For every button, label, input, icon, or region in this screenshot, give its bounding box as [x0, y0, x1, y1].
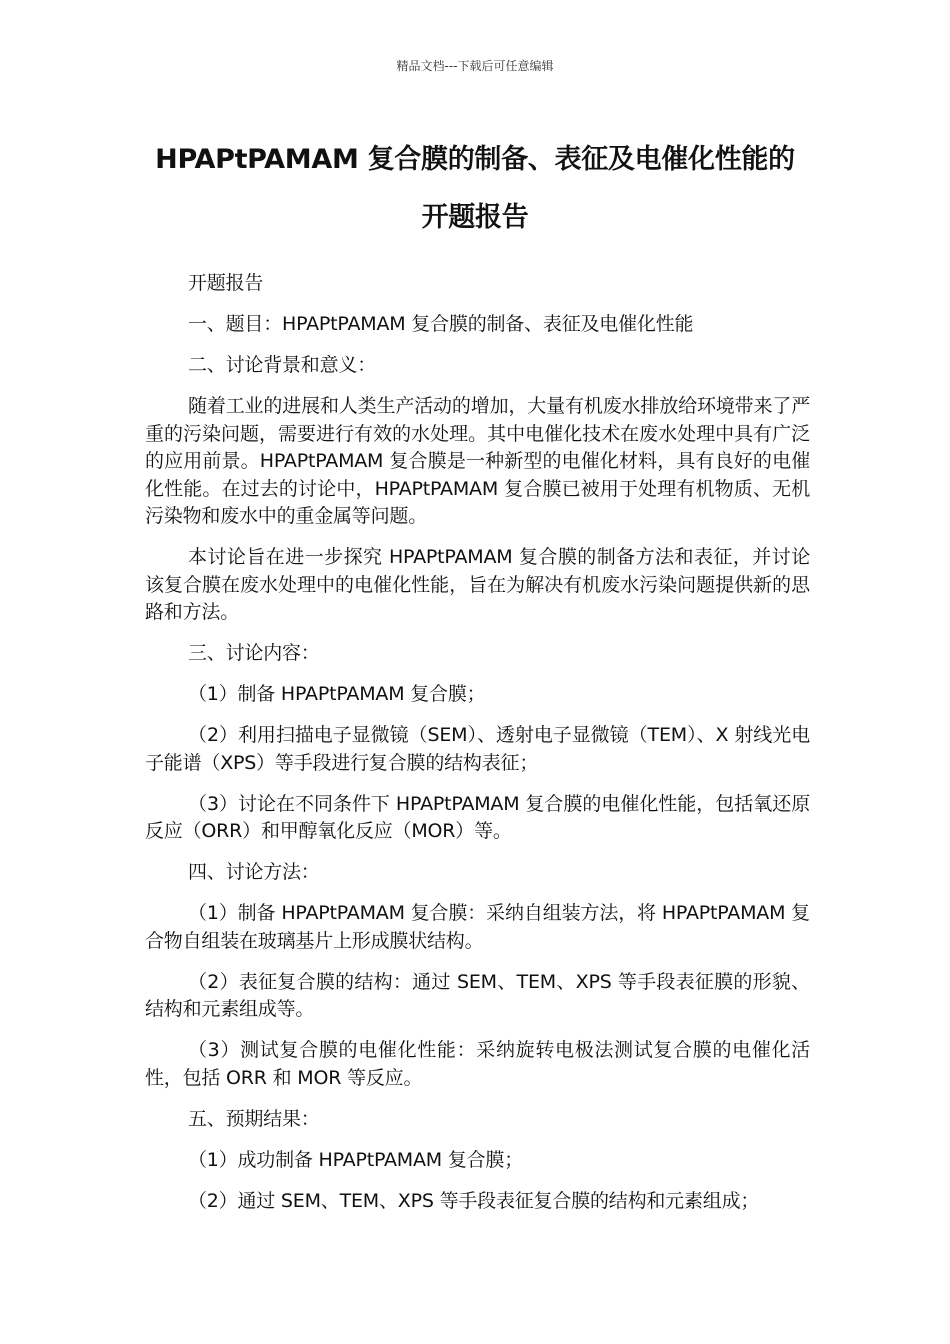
content-item-1: （1）制备 HPAPtPAMAM 复合膜；: [188, 683, 486, 705]
section-label: 开题报告: [188, 272, 264, 294]
topic-heading: 一、题目：HPAPtPAMAM 复合膜的制备、表征及电催化性能: [188, 313, 694, 335]
results-heading: 五、预期结果：: [188, 1107, 320, 1130]
document-title-line-2: 开题报告: [421, 202, 529, 233]
methods-item-1: （1）制备 HPAPtPAMAM 复合膜：采纳自组装方法，将 HPAPtPAMAM 复合物自组装在玻璃基片上形成膜状结构。: [145, 902, 810, 952]
methods-item-3: （3）测试复合膜的电催化性能：采纳旋转电极法测试复合膜的电催化活性，包括 ORR 和 MOR 等反应。: [145, 1039, 810, 1089]
content-item-2: （2）利用扫描电子显微镜（SEM）、透射电子显微镜（TEM）、X 射线光电子能谱（XPS）等手段进行复合膜的结构表征；: [145, 724, 810, 774]
page-header-note: 精品文档---下载后可任意编辑: [396, 59, 554, 73]
purpose-paragraph: 本讨论旨在进一步探究 HPAPtPAMAM 复合膜的制备方法和表征，并讨论该复合膜在废水处理中的电催化性能，旨在为解决有机废水污染问题提供新的思路和方法。: [145, 546, 810, 623]
results-item-1: （1）成功制备 HPAPtPAMAM 复合膜；: [188, 1148, 524, 1171]
document-body: [145, 270, 810, 1229]
document-title-line-1: HPAPtPAMAM 复合膜的制备、表征及电催化性能的: [155, 144, 795, 175]
background-heading: 二、讨论背景和意义：: [188, 354, 377, 376]
content-item-3: （3）讨论在不同条件下 HPAPtPAMAM 复合膜的电催化性能，包括氧还原反应（ORR）和甲醇氧化反应（MOR）等。: [145, 792, 810, 842]
results-item-2: （2）通过 SEM、TEM、XPS 等手段表征复合膜的结构和元素组成；: [188, 1189, 760, 1212]
methods-item-2: （2）表征复合膜的结构：通过 SEM、TEM、XPS 等手段表征膜的形貌、结构和元素组成等。: [145, 970, 810, 1020]
content-heading: 三、讨论内容：: [188, 642, 320, 664]
background-paragraph: 随着工业的进展和人类生产活动的增加，大量有机废水排放给环境带来了严重的污染问题，需要进行有效的水处理。其中电催化技术在废水处理中具有广泛的应用前景。HPAPtPAMAM 复合膜是一种新型的电催化材料，具有良好的电催化性能。在过去的讨论中，HPAPtPAMAM 复合膜已被用于处理有机物质、无机污染物和废水中的重金属等问题。: [145, 395, 810, 527]
methods-heading: 四、讨论方法：: [188, 861, 320, 883]
